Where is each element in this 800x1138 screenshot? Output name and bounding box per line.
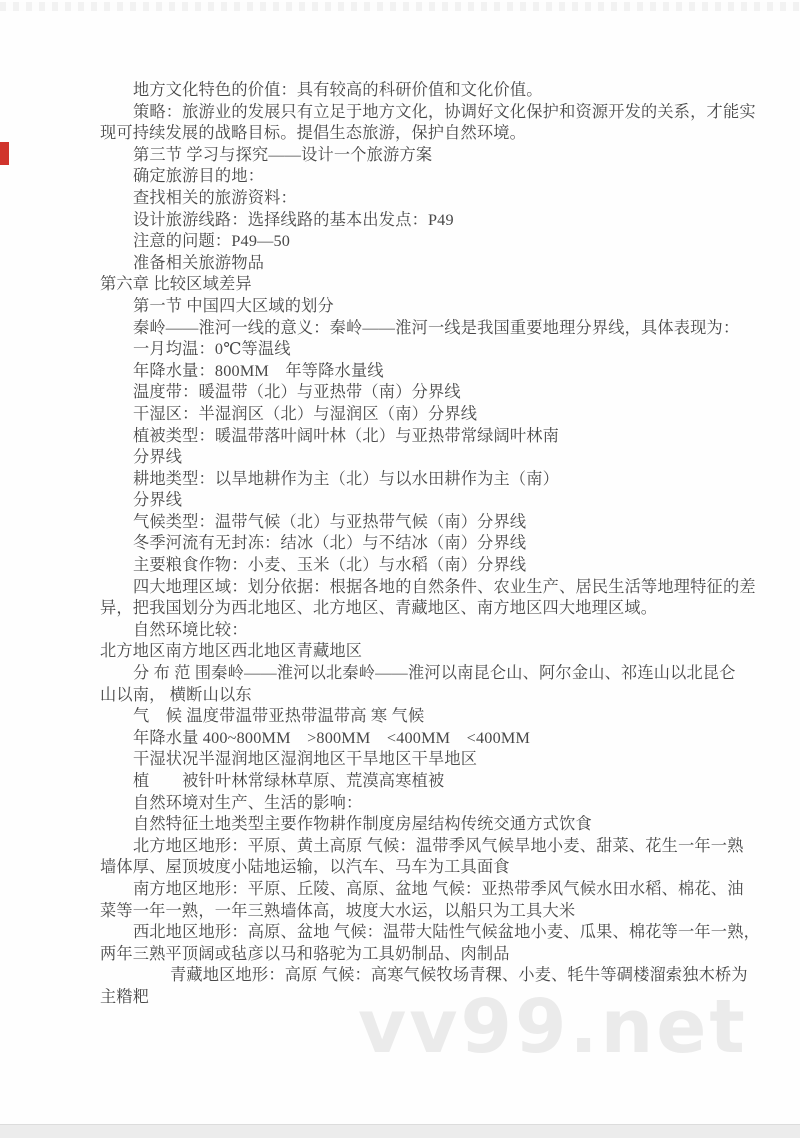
text-line: 耕地类型：以旱地耕作为主（北）与以水田耕作为主（南） [133, 469, 560, 488]
watermark: vv99.net [358, 984, 748, 1070]
text-line: 准备相关旅游物品 [133, 253, 265, 272]
text-line: 四大地理区域：划分依据：根据各地的自然条件、农业生产、居民生活等地理特征的差 [133, 577, 756, 596]
text-line: 气候类型：温带气候（北）与亚热带气候（南）分界线 [133, 512, 527, 531]
text-line: 年降水量：800MM 年等降水量线 [133, 361, 384, 380]
text-line: 温度带：暖温带（北）与亚热带（南）分界线 [133, 383, 461, 402]
text-line: 自然特征土地类型主要作物耕作制度房屋结构传统交通方式饮食 [133, 815, 592, 834]
text-line: 确定旅游目的地： [133, 167, 265, 186]
document-text-block [100, 80, 760, 1009]
text-line: 自然环境对生产、生活的影响： [133, 793, 363, 812]
perforation-strip [0, 2, 800, 11]
text-line: 第六章 比较区域差异 [100, 275, 252, 294]
text-line: 主要粮食作物：小麦、玉米（北）与水稻（南）分界线 [133, 556, 527, 575]
text-line: 策略：旅游业的发展只有立足于地方文化，协调好文化保护和资源开发的关系，才能实 [133, 102, 756, 121]
text-line: 现可持续发展的战略目标。提倡生态旅游，保护自然环境。 [100, 124, 527, 143]
text-line: 青藏地区地形：高原 气候：高寒气候牧场青稞、小麦、牦牛等碉楼溜索独木桥为 [170, 966, 748, 985]
text-line: 两年三熟平顶阔或毡彦以马和骆驼为工具奶制品、肉制品 [100, 944, 510, 963]
text-line: 山以南， 横断山以东 [100, 685, 252, 704]
text-line: 西北地区地形：高原、盆地 气候：温带大陆性气候盆地小麦、瓜果、棉花等一年一熟， [133, 923, 760, 942]
text-line: 年降水量 400~800MM >800MM <400MM <400MM [133, 728, 531, 747]
text-line: 地方文化特色的价值：具有较高的科研价值和文化价值。 [133, 81, 543, 99]
text-line: 查找相关的旅游资料： [133, 188, 297, 207]
text-line: 异，把我国划分为西北地区、北方地区、青藏地区、南方地区四大地理区域。 [100, 599, 658, 618]
text-line: 干湿状况半湿润地区湿润地区干旱地区干旱地区 [133, 750, 478, 769]
text-line: 第三节 学习与探究——设计一个旅游方案 [133, 145, 433, 164]
text-line: 冬季河流有无封冻：结冰（北）与不结冰（南）分界线 [133, 534, 527, 553]
text-line: 南方地区地形：平原、丘陵、高原、盆地 气候：亚热带季风气候水田水稻、棉花、油 [133, 879, 744, 898]
text-line: 墙体厚、屋顶坡度小陆地运输，以汽车、马车为工具面食 [100, 858, 510, 877]
text-line: 主糌粑 [100, 987, 150, 1006]
text-line: 植被类型：暖温带落叶阔叶林（北）与亚热带常绿阔叶林南 [133, 426, 560, 445]
text-line: 第一节 中国四大区域的划分 [133, 296, 334, 315]
text-line: 分 布 范 围秦岭——淮河以北秦岭——淮河以南昆仑山、阿尔金山、祁连山以北昆仑 [133, 664, 736, 683]
text-line: 气 候 温度带温带亚热带温带高 寒 气候 [133, 707, 425, 726]
text-line: 秦岭——淮河一线的意义：秦岭——淮河一线是我国重要地理分界线，具体表现为： [133, 318, 740, 337]
text-line: 北方地区南方地区西北地区青藏地区 [100, 642, 363, 661]
red-marker [0, 142, 9, 165]
text-line: 北方地区地形：平原、黄土高原 气候：温带季风气候旱地小麦、甜菜、花生一年一熟 [133, 836, 744, 855]
text-line: 一月均温：0℃等温线 [133, 340, 291, 359]
text-line: 分界线 [133, 491, 183, 510]
text-line: 注意的问题：P49—50 [133, 232, 291, 251]
text-line: 菜等一年一熟，一年三熟墙体高，坡度大水运，以船只为工具大米 [100, 901, 576, 920]
text-line: 植 被针叶林常绿林草原、荒漠高寒植被 [133, 772, 445, 790]
bottom-bar [0, 1124, 800, 1138]
text-line: 干湿区：半湿润区（北）与湿润区（南）分界线 [133, 404, 478, 423]
text-line: 设计旅游线路：选择线路的基本出发点：P49 [133, 210, 454, 229]
text-line: 分界线 [133, 448, 183, 467]
text-line: 自然环境比较： [133, 620, 248, 639]
